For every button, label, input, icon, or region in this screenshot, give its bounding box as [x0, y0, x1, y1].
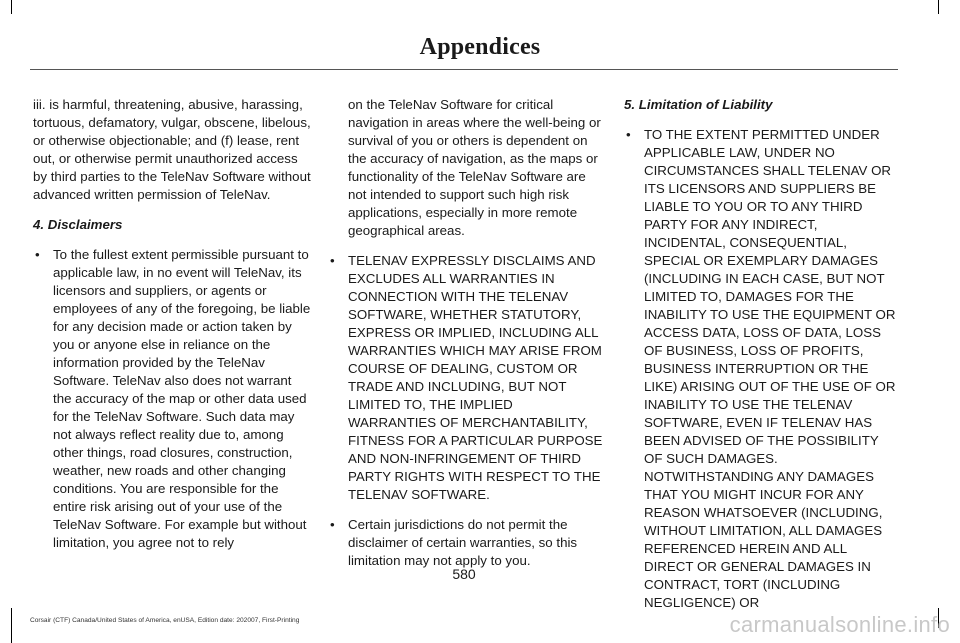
column-middle — [328, 96, 604, 582]
list-item: • TO THE EXTENT PERMITTED UNDER APPLICABLE LAW, UNDER NO CIRCUMSTANCES SHALL TELENAV OR ITS LICENSORS AND SUPPLIERS BE LIABLE TO YOU OR TO ANY THIRD PARTY FOR ANY INDIRECT, INCIDENTAL, CONSEQUENTIAL, SPECIAL OR EXEMPLARY DAMAGES (INCLUDING IN EACH CASE, BUT NOT LIMITED TO, DAMAGES FOR THE INABILITY TO USE THE EQUIPMENT OR ACCESS DATA, LOSS OF DATA, LOSS OF BUSINESS, LOSS OF PROFITS, BUSINESS INTERRUPTION OR THE LIKE) ARISING OUT OF THE USE OF OR INABILITY TO USE THE TELENAV SOFTWARE, EVEN IF TELENAV HAS BEEN ADVISED OF THE POSSIBILITY OF SUCH DAMAGES. NOTWITHSTANDING ANY DAMAGES THAT YOU MIGHT INCUR FOR ANY REASON WHATSOEVER (INCLUDING, WITHOUT LIMITATION, ALL DAMAGES REFERENCED HEREIN AND ALL DIRECT OR GENERAL DAMAGES IN CONTRACT, TORT (INCLUDING NEGLIGENCE) OR — [624, 126, 896, 612]
warranty-list — [328, 252, 604, 570]
liability-list — [624, 126, 896, 612]
section-heading-disclaimers: 4. Disclaimers — [33, 217, 123, 232]
column-right — [624, 96, 896, 624]
watermark: carmanualsonline.info — [729, 612, 950, 637]
header-divider — [30, 69, 898, 70]
crop-mark-top-left — [11, 0, 12, 14]
page-title: Appendices — [419, 34, 541, 60]
continuation-paragraph: on the TeleNav Software for critical navigation in areas where the well-being or survival of you or others is dependent on the accuracy of navigation, as the maps or functionality of the TeleNav Software are not intended to support such high risk applications, especially in more remote geographical areas. — [348, 97, 601, 238]
page-number: 580 — [452, 566, 476, 582]
crop-mark-top-right — [938, 0, 939, 14]
intro-paragraph: iii. is harmful, threatening, abusive, harassing, tortuous, defamatory, vulgar, obscene, libelous, or otherwise objectionable; and (f) lease, rent out, or otherwise permit unauthorized access by third parties to the TeleNav Software without advanced written permission of TeleNav. — [33, 97, 311, 202]
list-item: • TELENAV EXPRESSLY DISCLAIMS AND EXCLUDES ALL WARRANTIES IN CONNECTION WITH THE TELENAV SOFTWARE, WHETHER STATUTORY, EXPRESS OR IMPLIED, INCLUDING ALL WARRANTIES WHICH MAY ARISE FROM COURSE OF DEALING, CUSTOM OR TRADE AND INCLUDING, BUT NOT LIMITED TO, THE IMPLIED WARRANTIES OF MERCHANTABILITY, FITNESS FOR A PARTICULAR PURPOSE AND NON-INFRINGEMENT OF THIRD PARTY RIGHTS WITH RESPECT TO THE TELENAV SOFTWARE. — [328, 252, 604, 504]
crop-mark-bottom-left — [11, 608, 12, 643]
list-item: • Certain jurisdictions do not permit the disclaimer of certain warranties, so this limitation may not apply to you. — [328, 516, 604, 570]
edition-footer: Corsair (CTF) Canada/United States of America, enUSA, Edition date: 202007, First-Printing — [30, 617, 300, 624]
list-item: • To the fullest extent permissible pursuant to applicable law, in no event will TeleNav, its licensors and suppliers, or agents or employees of any of the foregoing, be liable for any decision made or action taken by you or anyone else in reliance on the information provided by the TeleNav Software. TeleNav also does not warrant the accuracy of the map or other data used for the TeleNav Software. Such data may not always reflect reality due to, among other things, road closures, construction, weather, new roads and other changing conditions. You are responsible for the entire risk arising out of your use of the TeleNav Software. For example but without limitation, you agree not to rely — [33, 246, 311, 552]
section-heading-liability: 5. Limitation of Liability — [624, 97, 773, 112]
disclaimers-list — [33, 246, 311, 552]
column-left — [33, 96, 311, 564]
